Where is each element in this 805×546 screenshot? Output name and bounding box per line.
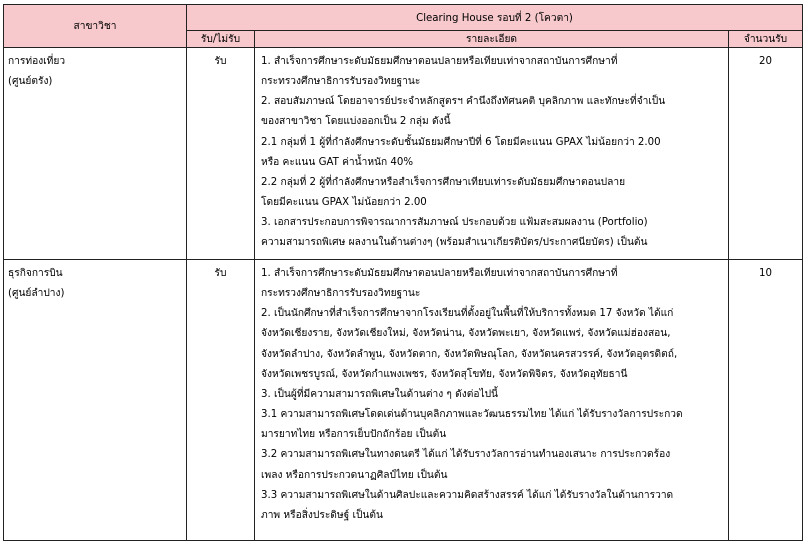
- detail-line: ความสามารถพิเศษ ผลงานในด้านต่างๆ (พร้อมสำเนาเกียรติบัตร/ประกาศนียบัตร) เป็นต้น: [261, 237, 648, 249]
- accept-cell: รับ: [187, 48, 255, 260]
- header-accept: รับ/ไม่รับ: [187, 31, 255, 48]
- header-count: จำนวนรับ: [729, 31, 803, 48]
- header-details: รายละเอียด: [255, 31, 729, 48]
- detail-line: 2.2 กลุ่มที่ 2 ผู้ที่กำลังศึกษาหรือสำเร็จการศึกษาเทียบเท่าระดับมัธยมศึกษาตอนปลาย: [261, 176, 626, 188]
- detail-line: 1. สำเร็จการศึกษาระดับมัธยมศึกษาตอนปลายหรือเทียบเท่าจากสถาบันการศึกษาที่: [261, 268, 618, 279]
- detail-line: เพลง หรือการประกวดนาฏศิลป์ไทย เป็นต้น: [261, 469, 448, 481]
- major-name: ธุรกิจการบิน: [8, 268, 63, 279]
- detail-line: มารยาทไทย หรือการเย็บปักถักร้อย เป็นต้น: [261, 429, 447, 441]
- details-cell: [255, 260, 729, 541]
- detail-line: 2. สอบสัมภาษณ์ โดยอาจารย์ประจำหลักสูตรฯ คำนึงถึงทัศนคติ บุคลิกภาพ และทักษะที่จำเป็น: [261, 96, 666, 108]
- detail-line: หรือ คะแนน GAT ค่าน้ำหนัก 40%: [261, 156, 414, 168]
- accept-cell: รับ: [187, 260, 255, 541]
- detail-line: ของสาขาวิชา โดยแบ่งออกเป็น 2 กลุ่ม ดังนี้: [261, 116, 451, 128]
- header-clearing-house: Clearing House รอบที่ 2 (โควตา): [187, 5, 803, 31]
- detail-line: จังหวัดลำปาง, จังหวัดลำพูน, จังหวัดตาก, จังหวัดพิษณุโลก, จังหวัดนครสวรรค์, จังหวัดอุตรดิตถ์,: [261, 348, 678, 360]
- detail-line: กระทรวงศึกษาธิการรับรองวิทยฐานะ: [261, 76, 421, 88]
- major-name: การท่องเที่ยว: [8, 56, 66, 67]
- detail-line: 3. เอกสารประกอบการพิจารณาการสัมภาษณ์ ประกอบด้วย แฟ้มสะสมผลงาน (Portfolio): [261, 217, 648, 229]
- detail-line: 3. เป็นผู้ที่มีความสามารถพิเศษในด้านต่าง ๆ ดังต่อไปนี้: [261, 388, 499, 400]
- detail-line: ภาพ หรือสิ่งประดิษฐ์ เป็นต้น: [261, 509, 383, 521]
- major-campus: (ศูนย์ลำปาง): [8, 288, 65, 299]
- detail-line: โดยมีคะแนน GPAX ไม่น้อยกว่า 2.00: [261, 197, 427, 209]
- table-row: [4, 48, 803, 260]
- detail-line: 2. เป็นนักศึกษาที่สำเร็จการศึกษาจากโรงเรียนที่ตั้งอยู่ในพื้นที่ให้บริการทั้งหมด 17 จังหวัด ได้แก่: [261, 308, 674, 320]
- detail-line: 3.2 ความสามารถพิเศษในทางดนตรี ได้แก่ ได้รับรางวัลการอ่านทำนองเสนาะ การประกวดร้อง: [261, 449, 671, 461]
- detail-line: จังหวัดเพชรบูรณ์, จังหวัดกำแพงเพชร, จังหวัดสุโขทัย, จังหวัดพิจิตร, จังหวัดอุทัยธานี: [261, 368, 628, 380]
- count-cell: 10: [729, 260, 803, 541]
- major-campus: (ศูนย์ตรัง): [8, 76, 53, 87]
- table-row: [4, 260, 803, 541]
- detail-line: 1. สำเร็จการศึกษาระดับมัธยมศึกษาตอนปลายหรือเทียบเท่าจากสถาบันการศึกษาที่: [261, 56, 618, 67]
- detail-line: 3.1 ความสามารถพิเศษโดดเด่นด้านบุคลิกภาพและวัฒนธรรมไทย ได้แก่ ได้รับรางวัลการประกวด: [261, 409, 683, 421]
- detail-line: 2.1 กลุ่มที่ 1 ผู้ที่กำลังศึกษาระดับชั้นมัธยมศึกษาปีที่ 6 โดยมีคะแนน GPAX ไม่น้อยกว่า 2.00: [261, 136, 661, 148]
- admission-table: [3, 4, 803, 541]
- detail-line: กระทรวงศึกษาธิการรับรองวิทยฐานะ: [261, 288, 421, 300]
- count-cell: 20: [729, 48, 803, 260]
- major-cell: [4, 48, 187, 260]
- detail-line: จังหวัดเชียงราย, จังหวัดเชียงใหม่, จังหวัดน่าน, จังหวัดพะเยา, จังหวัดแพร่, จังหวัดแม่ฮ่องสอน,: [261, 328, 671, 340]
- details-cell: [255, 48, 729, 260]
- detail-line: 3.3 ความสามารถพิเศษในด้านศิลปะและความคิดสร้างสรรค์ ได้แก่ ได้รับรางวัลในด้านการวาด: [261, 489, 674, 501]
- header-major: สาขาวิชา: [4, 5, 187, 48]
- major-cell: [4, 260, 187, 541]
